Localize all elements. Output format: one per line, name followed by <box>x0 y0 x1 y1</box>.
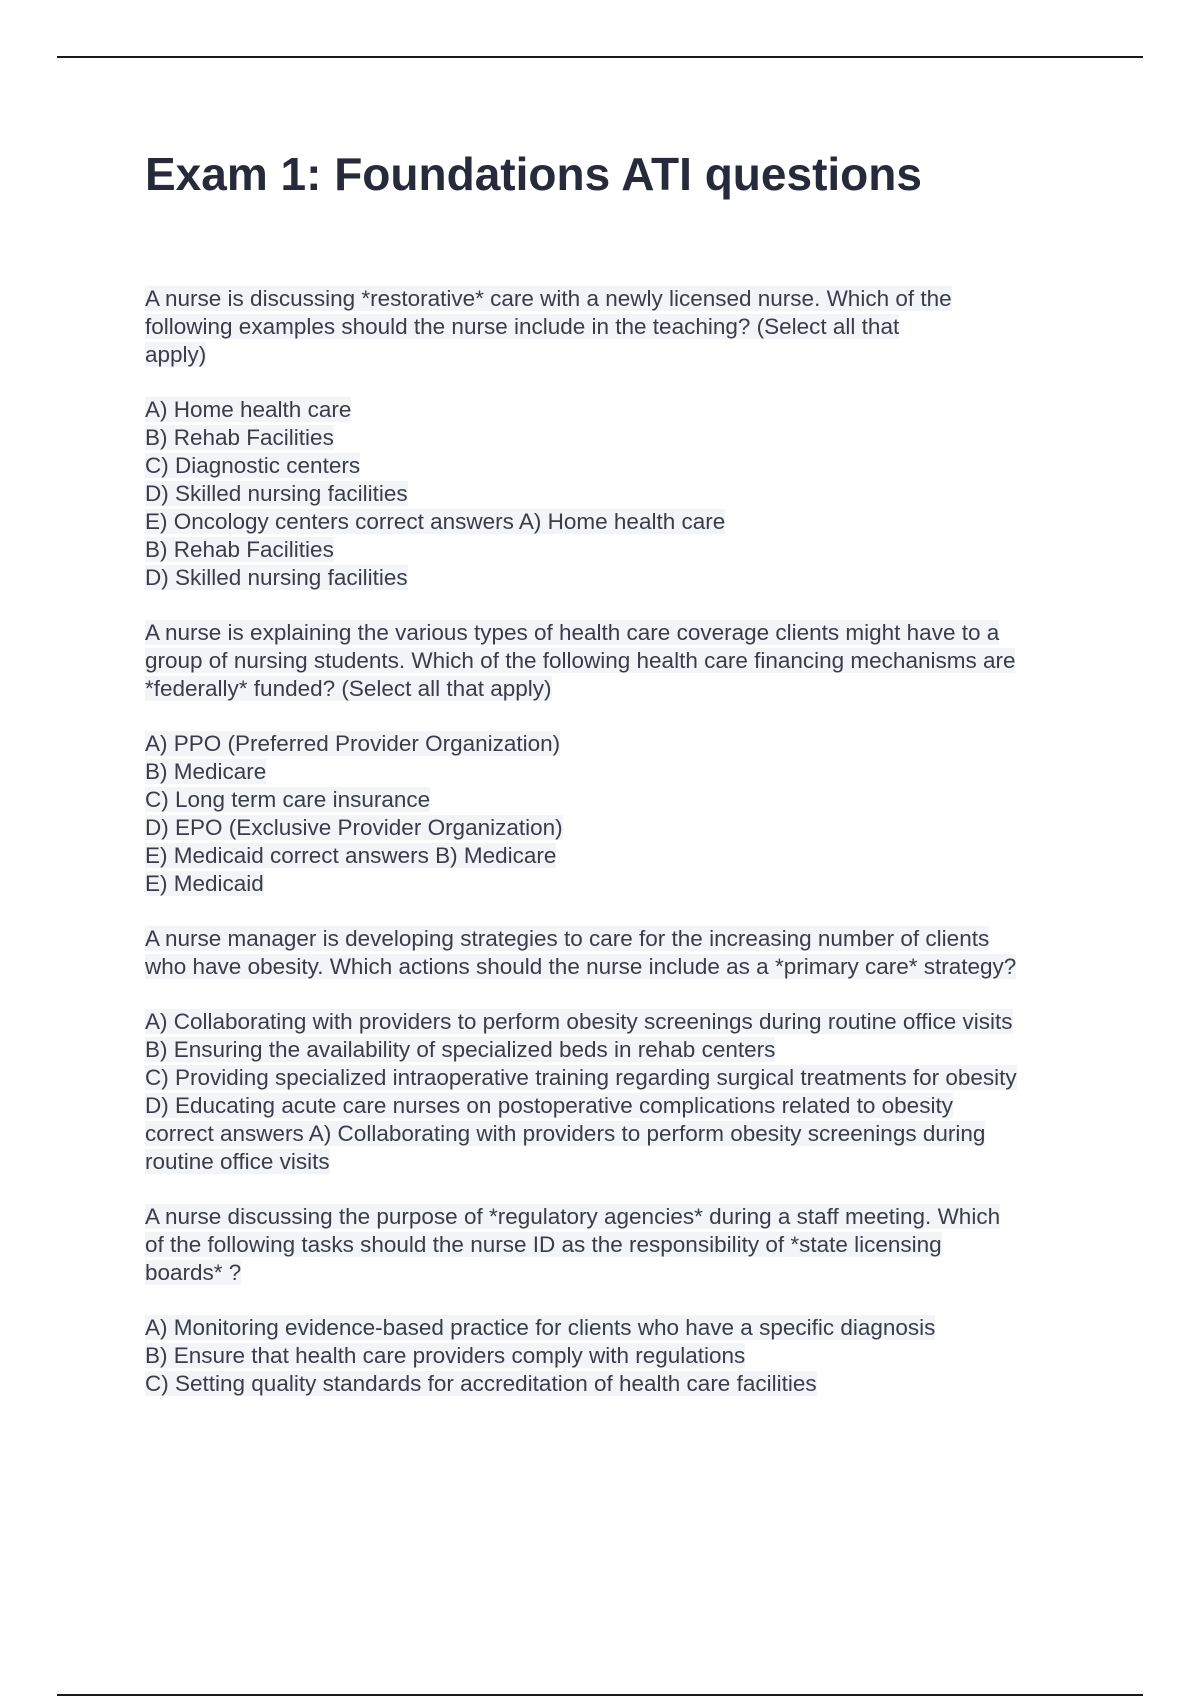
text-line: A) PPO (Preferred Provider Organization) <box>145 731 561 756</box>
question-4-options <box>145 1314 1085 1398</box>
text-line: B) Rehab Facilities <box>145 537 334 562</box>
text-line: B) Ensure that health care providers comply with regulations <box>145 1343 746 1368</box>
text-line: A) Collaborating with providers to perform obesity screenings during routine office visits <box>145 1009 1013 1034</box>
text-line: routine office visits <box>145 1149 330 1174</box>
text-line: C) Providing specialized intraoperative training regarding surgical treatments for obesity <box>145 1065 1017 1090</box>
text-line: D) EPO (Exclusive Provider Organization) <box>145 815 563 840</box>
text-line: D) Skilled nursing facilities <box>145 481 408 506</box>
question-2-stem <box>145 619 1085 703</box>
question-3-stem <box>145 925 1085 981</box>
bottom-rule <box>57 1694 1143 1696</box>
text-line: A nurse is discussing *restorative* care with a newly licensed nurse. Which of the <box>145 286 952 311</box>
text-line: boards* ? <box>145 1260 242 1285</box>
text-line: apply) <box>145 342 207 367</box>
text-line: A nurse manager is developing strategies to care for the increasing number of clients <box>145 926 990 951</box>
text-line: *federally* funded? (Select all that apply) <box>145 676 552 701</box>
question-4-stem <box>145 1203 1085 1287</box>
text-line: B) Medicare <box>145 759 267 784</box>
document-body <box>145 285 1085 1425</box>
question-2-options <box>145 730 1085 898</box>
text-line: A nurse discussing the purpose of *regulatory agencies* during a staff meeting. Which <box>145 1204 1001 1229</box>
text-line: of the following tasks should the nurse ID as the responsibility of *state licensing <box>145 1232 942 1257</box>
question-3-options <box>145 1008 1085 1176</box>
text-line: B) Rehab Facilities <box>145 425 334 450</box>
text-line: A) Home health care <box>145 397 352 422</box>
text-line: C) Setting quality standards for accreditation of health care facilities <box>145 1371 817 1396</box>
text-line: A nurse is explaining the various types of health care coverage clients might have to a <box>145 620 1000 645</box>
text-line: E) Medicaid <box>145 871 264 896</box>
text-line: who have obesity. Which actions should the nurse include as a *primary care* strategy? <box>145 954 1017 979</box>
text-line: E) Oncology centers correct answers A) Home health care <box>145 509 726 534</box>
text-line: A) Monitoring evidence-based practice for clients who have a specific diagnosis <box>145 1315 936 1340</box>
document-title: Exam 1: Foundations ATI questions <box>145 148 922 200</box>
text-line: B) Ensuring the availability of specialized beds in rehab centers <box>145 1037 776 1062</box>
text-line: D) Skilled nursing facilities <box>145 565 408 590</box>
text-line: C) Diagnostic centers <box>145 453 361 478</box>
text-line: C) Long term care insurance <box>145 787 431 812</box>
text-line: E) Medicaid correct answers B) Medicare <box>145 843 557 868</box>
text-line: D) Educating acute care nurses on postoperative complications related to obesity <box>145 1093 953 1118</box>
question-1-options <box>145 396 1085 592</box>
text-line: group of nursing students. Which of the following health care financing mechanisms are <box>145 648 1016 673</box>
top-rule <box>57 56 1143 58</box>
text-line: following examples should the nurse include in the teaching? (Select all that <box>145 314 900 339</box>
question-1-stem <box>145 285 1085 369</box>
text-line: correct answers A) Collaborating with providers to perform obesity screenings during <box>145 1121 986 1146</box>
